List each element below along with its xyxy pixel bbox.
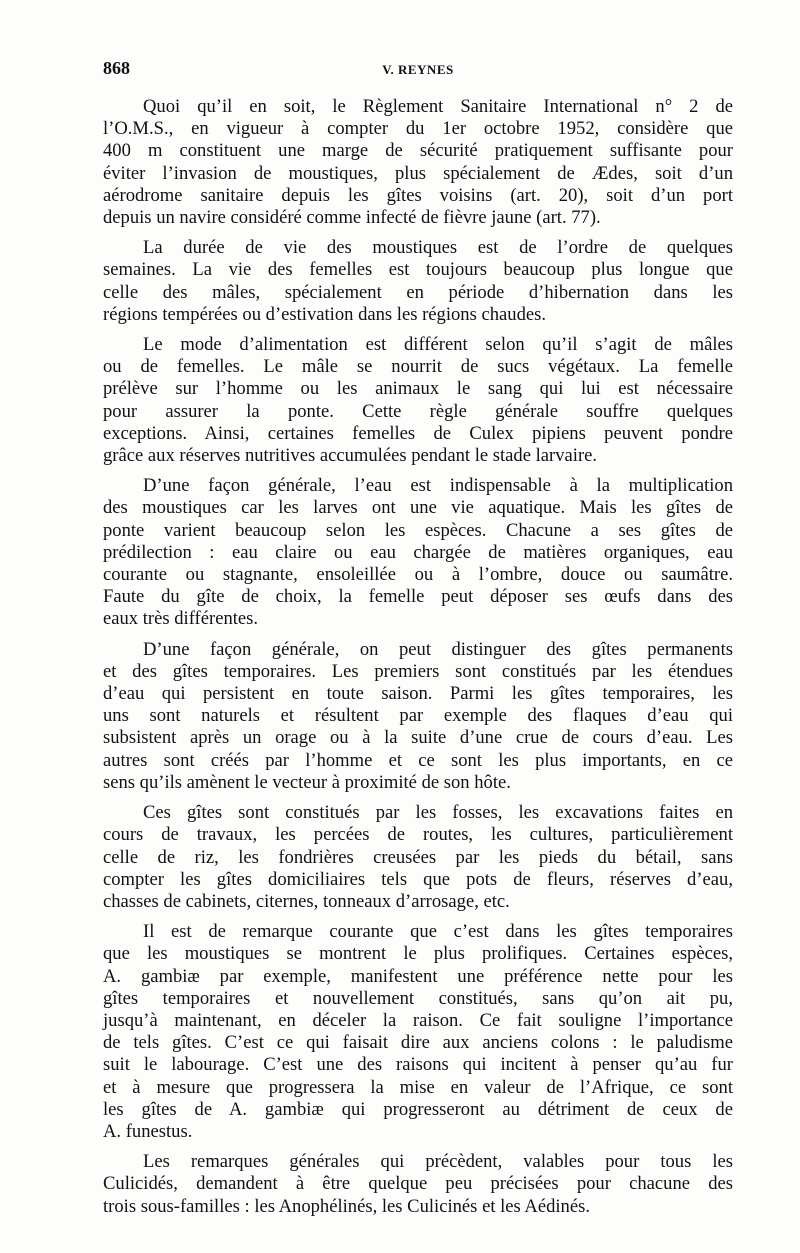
text-line: Ces gîtes sont constitués par les fosses, les excavations faites en [143, 802, 733, 824]
body-text [103, 96, 733, 1226]
text-line: aérodrome sanitaire depuis les gîtes voisins (art. 20), soit d’un port [103, 184, 733, 206]
text-line: que les moustiques se montrent le plus prolifiques. Certaines espèces, [103, 943, 733, 965]
text-line: cours de travaux, les percées de routes, les cultures, particulièrement [103, 824, 733, 846]
text-line: compter les gîtes domiciliaires tels que pots de fleurs, réserves d’eau, [103, 868, 733, 890]
text-line: prélève sur l’homme ou les animaux le sang qui lui est nécessaire [103, 378, 733, 400]
text-line: Culicidés, demandent à être quelque peu précisées pour chacune des [103, 1173, 733, 1195]
paragraph-2 [103, 237, 733, 326]
text-line: depuis un navire considéré comme infecté de fièvre jaune (art. 77). [103, 207, 601, 229]
text-line: ou de femelles. Le mâle se nourrit de sucs végétaux. La femelle [103, 356, 733, 378]
running-header [103, 58, 733, 86]
text-line: semaines. La vie des femelles est toujours beaucoup plus longue que [103, 259, 733, 281]
text-line: sens qu’ils amènent le vecteur à proximité de son hôte. [103, 771, 511, 793]
text-line: jusqu’à maintenant, en déceler la raison. Ce fait souligne l’importance [103, 1009, 733, 1031]
text-line: trois sous-familles : les Anophélinés, les Culicinés et les Aédinés. [103, 1195, 590, 1217]
paragraph-6 [103, 802, 733, 913]
text-line: 400 m constituent une marge de sécurité pratiquement suffisante pour [103, 140, 733, 162]
text-line: chasses de cabinets, citernes, tonneaux d’arrosage, etc. [103, 890, 510, 912]
text-line: exceptions. Ainsi, certaines femelles de Culex pipiens peuvent pondre [103, 422, 733, 444]
text-line: La durée de vie des moustiques est de l’ordre de quelques [143, 237, 733, 259]
text-line: des moustiques car les larves ont une vie aquatique. Mais les gîtes de [103, 497, 733, 519]
text-line: A. funestus. [103, 1120, 193, 1142]
text-line: pour assurer la ponte. Cette règle générale souffre quelques [103, 400, 733, 422]
text-line: grâce aux réserves nutritives accumulées pendant le stade larvaire. [103, 445, 598, 467]
text-line: et à mesure que progressera la mise en valeur de l’Afrique, ce sont [103, 1076, 733, 1098]
text-line: prédilection : eau claire ou eau chargée de matières organiques, eau [103, 541, 733, 563]
text-line: D’une façon générale, l’eau est indispensable à la multiplication [143, 475, 733, 497]
page-number: 868 [103, 58, 130, 78]
text-line: uns sont naturels et résultent par exemple des flaques d’eau qui [103, 705, 733, 727]
text-line: les gîtes de A. gambiæ qui progresseront au détriment de ceux de [103, 1098, 733, 1120]
text-line: subsistent après un orage ou à la suite d’une crue de cours d’eau. Les [103, 727, 733, 749]
text-line: courante ou stagnante, ensoleillée ou à l’ombre, douce ou saumâtre. [103, 564, 733, 586]
text-line: régions tempérées ou d’estivation dans les régions chaudes. [103, 303, 547, 325]
text-line: Il est de remarque courante que c’est dans les gîtes temporaires [143, 921, 733, 943]
text-line: gîtes temporaires et nouvellement constitués, sans qu’on ait pu, [103, 987, 733, 1009]
text-line: Le mode d’alimentation est différent selon qu’il s’agit de mâles [143, 334, 733, 356]
text-line: autres sont créés par l’homme et ce sont les plus importants, en ce [103, 749, 733, 771]
paragraph-5 [103, 639, 733, 794]
text-line: suit le labourage. C’est une des raisons qui incitent à penser qu’au fur [103, 1054, 733, 1076]
paragraph-4 [103, 475, 733, 630]
text-line: l’O.M.S., en vigueur à compter du 1er octobre 1952, considère que [103, 118, 733, 140]
text-line: Faute du gîte de choix, la femelle peut déposer ses œufs dans des [103, 586, 733, 608]
text-line: celle de riz, les fondrières creusées par les pieds du bétail, sans [103, 846, 733, 868]
text-line: Quoi qu’il en soit, le Règlement Sanitaire International n° 2 de [143, 96, 733, 117]
text-line: d’eau qui persistent en toute saison. Parmi les gîtes temporaires, les [103, 683, 733, 705]
text-line: D’une façon générale, on peut distinguer des gîtes permanents [143, 638, 733, 660]
paragraph-3 [103, 334, 733, 467]
text-line: celle des mâles, spécialement en période d’hibernation dans les [103, 281, 733, 303]
author-heading: V. REYNES [382, 62, 454, 77]
text-line: A. gambiæ par exemple, manifestent une préférence nette pour les [103, 965, 733, 987]
text-line: eaux très différentes. [103, 608, 259, 630]
text-line: ponte varient beaucoup selon les espèces. Chacune a ses gîtes de [103, 519, 733, 541]
paragraph-7 [103, 921, 733, 1143]
text-line: éviter l’invasion de moustiques, plus spécialement de Ædes, soit d’un [103, 162, 733, 184]
text-line: Les remarques générales qui précèdent, valables pour tous les [143, 1151, 733, 1173]
paragraph-8 [103, 1151, 733, 1218]
text-line: de tels gîtes. C’est ce qui faisait dire aux anciens colons : le paludisme [103, 1032, 733, 1054]
text-line: et des gîtes temporaires. Les premiers sont constitués par les étendues [103, 660, 733, 682]
paragraph-1 [103, 96, 733, 229]
